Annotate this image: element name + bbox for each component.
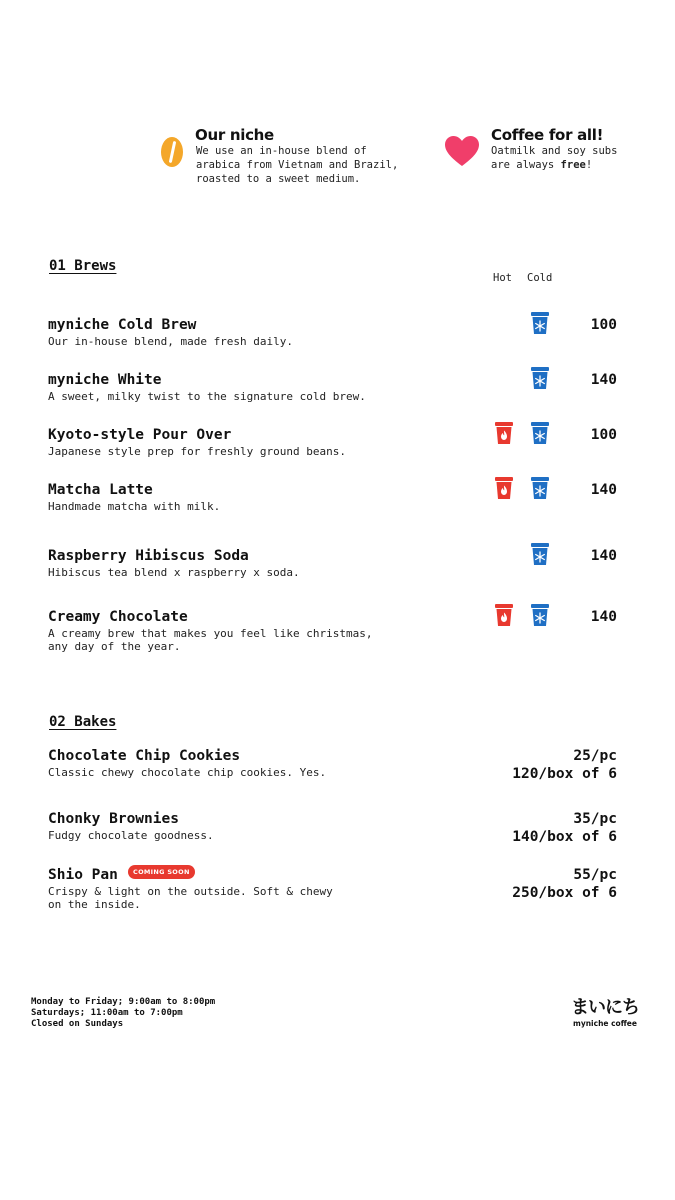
item-name: Kyoto-style Pour Over (48, 427, 232, 443)
item-desc: A sweet, milky twist to the signature cold brew. (48, 390, 366, 403)
feature-coffee-for-all (444, 126, 644, 176)
item-name: Chonky Brownies (48, 811, 179, 827)
item-desc: Japanese style prep for freshly ground beans. (48, 445, 347, 458)
cold-cup-icon (530, 366, 550, 390)
menu-item (0, 317, 675, 365)
item-desc: Hibiscus tea blend x raspberry x soda. (48, 566, 300, 579)
item-desc: Crispy & light on the outside. Soft & chewy on the inside. (48, 885, 333, 911)
coffee-bean-icon (161, 137, 183, 167)
item-desc: A creamy brew that makes you feel like christmas, any day of the year. (48, 627, 373, 653)
coming-soon-badge: COMING SOON (128, 865, 195, 879)
section-title-brews: 01 Brews (49, 258, 117, 274)
feature-desc-bold: free (560, 159, 586, 171)
hot-cup-icon (494, 476, 514, 500)
item-name: myniche Cold Brew (48, 317, 197, 333)
item-desc: Our in-house blend, made fresh daily. (48, 335, 294, 348)
cold-cup-icon (530, 542, 550, 566)
menu-item (0, 548, 675, 596)
item-name: Raspberry Hibiscus Soda (48, 548, 249, 564)
menu-item (0, 748, 675, 796)
price-per-box: 250/box of 6 (512, 885, 617, 901)
menu-item (0, 867, 675, 915)
menu-item (0, 811, 675, 859)
cold-cup-icon (530, 311, 550, 335)
menu-item (0, 427, 675, 475)
feature-desc (491, 144, 617, 172)
item-desc: Handmade matcha with milk. (48, 500, 221, 513)
feature-our-niche (160, 126, 430, 190)
menu-item (0, 372, 675, 420)
column-header-cold: Cold (527, 272, 553, 284)
price-per-piece: 55/pc (573, 867, 617, 883)
feature-desc: We use an in-house blend of arabica from Vietnam and Brazil, roasted to a sweet medium. (196, 145, 399, 185)
menu-item (0, 482, 675, 530)
item-price: 100 (590, 427, 617, 443)
heart-icon (444, 135, 480, 167)
logo-english: myniche coffee (573, 1019, 637, 1028)
feature-desc-text: Oatmilk and soy subs are always (491, 145, 618, 171)
item-desc: Classic chewy chocolate chip cookies. Yes. (48, 766, 327, 779)
item-price: 140 (590, 548, 617, 564)
item-price: 140 (590, 482, 617, 498)
cold-cup-icon (530, 603, 550, 627)
section-title-bakes: 02 Bakes (49, 714, 117, 730)
item-name: Creamy Chocolate (48, 609, 188, 625)
item-price: 140 (590, 372, 617, 388)
feature-title: Our niche (195, 126, 274, 144)
item-price: 100 (590, 317, 617, 333)
opening-hours: Monday to Friday; 9:00am to 8:00pm Saturdays; 11:00am to 7:00pm Closed on Sundays (31, 997, 216, 1029)
item-name: Shio Pan (48, 867, 118, 883)
logo-japanese: まいにち (571, 997, 639, 1018)
cold-cup-icon (530, 421, 550, 445)
hot-cup-icon (494, 421, 514, 445)
item-desc: Fudgy chocolate goodness. (48, 829, 214, 842)
cold-cup-icon (530, 476, 550, 500)
brand-logo (565, 993, 645, 1029)
feature-desc-end: ! (585, 159, 593, 171)
menu-item (0, 609, 675, 657)
feature-title: Coffee for all! (491, 126, 604, 144)
price-per-box: 140/box of 6 (512, 829, 617, 845)
price-per-box: 120/box of 6 (512, 766, 617, 782)
price-per-piece: 25/pc (573, 748, 617, 764)
item-name: myniche White (48, 372, 162, 388)
item-name: Matcha Latte (48, 482, 153, 498)
item-price: 140 (590, 609, 617, 625)
price-per-piece: 35/pc (573, 811, 617, 827)
item-name: Chocolate Chip Cookies (48, 748, 241, 764)
hot-cup-icon (494, 603, 514, 627)
column-header-hot: Hot (493, 272, 512, 284)
